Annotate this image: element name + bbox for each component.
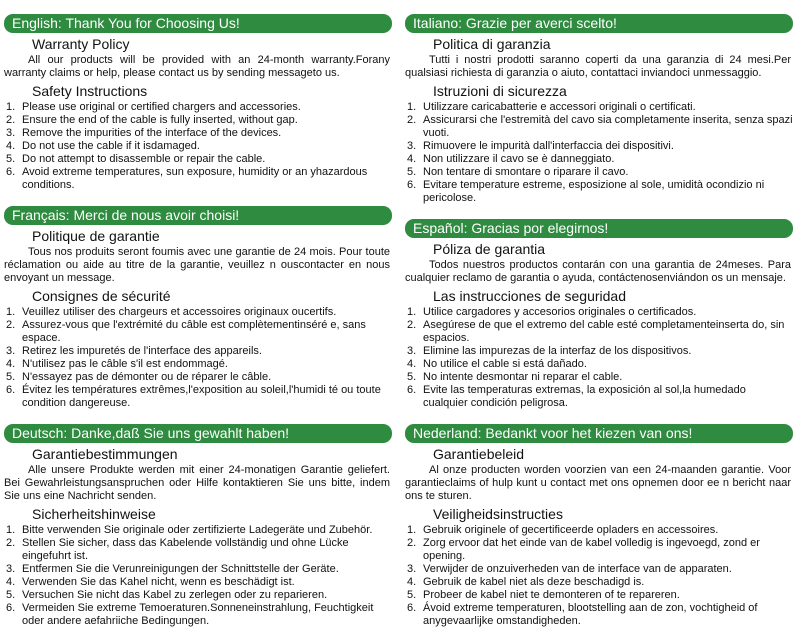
safety-title: Sicherheitshinweise [32, 506, 156, 522]
safety-item [405, 371, 793, 384]
item-text: Stellen Sie sicher, dass das Kabelende vollständig und ohne Lücke eingefuhrt ist. [22, 537, 349, 562]
item-number: 4. [407, 358, 417, 370]
item-text: Veuillez utiliser des chargeurs et accessoires originaux oucertifs. [22, 306, 337, 318]
item-number: 5. [407, 589, 417, 601]
safety-item [4, 371, 392, 384]
item-number: 6. [6, 602, 16, 614]
safety-item [4, 563, 392, 576]
safety-list [4, 101, 392, 192]
safety-item [4, 166, 392, 192]
safety-item [405, 319, 793, 345]
item-number: 1. [6, 524, 16, 536]
safety-item [405, 563, 793, 576]
safety-item [405, 576, 793, 589]
item-number: 3. [6, 563, 16, 575]
language-section [405, 424, 793, 628]
safety-title: Veiligheidsinstructies [433, 506, 563, 522]
safety-item [405, 589, 793, 602]
warranty-title: Politica di garanzia [433, 36, 551, 52]
language-section [4, 14, 392, 192]
item-number: 4. [6, 140, 16, 152]
safety-item [405, 101, 793, 114]
safety-item [4, 524, 392, 537]
item-number: 4. [6, 576, 16, 588]
warranty-title: Politique de garantie [32, 228, 160, 244]
item-number: 6. [407, 384, 417, 396]
safety-item [405, 166, 793, 179]
item-text: N'utilisez pas le câble s'il est endommagé. [22, 358, 228, 370]
item-text: Zorg ervoor dat het einde van de kabel volledig is ingevoegd, zond er opening. [423, 537, 760, 562]
safety-item [4, 114, 392, 127]
item-text: Asegúrese de que el extremo del cable esté completamenteinserta do, sin espacios. [423, 319, 785, 344]
safety-list [405, 524, 793, 628]
item-text: Evitare temperature estreme, esposizione al sole, umidità ocondizio ni pericolose. [423, 179, 765, 204]
item-text: Gebruik originele of gecertificeerde opladers en accessoires. [423, 524, 719, 536]
safety-item [405, 602, 793, 628]
item-number: 3. [407, 345, 417, 357]
safety-item [4, 537, 392, 563]
item-number: 5. [407, 371, 417, 383]
item-number: 4. [6, 358, 16, 370]
item-text: Evite las temperaturas extremas, la exposición al sol,la humedado cualquier condición peligrosa. [423, 384, 746, 409]
item-text: Non tentare di smontare o riparare il cavo. [423, 166, 629, 178]
item-number: 4. [407, 153, 417, 165]
item-number: 3. [407, 563, 417, 575]
safety-item [4, 576, 392, 589]
language-section [4, 206, 392, 410]
item-number: 2. [6, 537, 16, 549]
safety-title: Consignes de sécurité [32, 288, 171, 304]
item-text: N'essayez pas de démonter ou de réparer le câble. [22, 371, 272, 383]
warranty-text: Tous nos produits seront foumis avec une garantie de 24 mois. Pour toute réclamation ou aide au titre de la garantie, veuillez n ouscontacter en nous envoyant un message. [4, 246, 390, 284]
warranty-text: Alle unsere Produkte werden mit einer 24-monatigen Garantie geliefert. Bei Gewahrleistungsanspruchen oder Hilfe kontaktieren Sie uns bitte, indem Sie uns eine Nachricht senden. [4, 464, 390, 502]
item-text: Please use original or certified chargers and accessories. [22, 101, 301, 113]
safety-item [4, 589, 392, 602]
safety-title: Safety Instructions [32, 83, 148, 99]
item-text: Avoid extreme temperatures, sun exposure, humidity or an yhazardous conditions. [22, 166, 368, 191]
section-header: Italiano: Grazie per averci scelto! [405, 14, 793, 33]
item-text: Remove the impurities of the interface of the devices. [22, 127, 282, 139]
item-text: Utilizzare caricabatterie e accessori originali o certificati. [423, 101, 696, 113]
item-text: Retirez les impuretés de l'interface des appareils. [22, 345, 262, 357]
left-column [4, 0, 392, 635]
section-header: Français: Merci de nous avoir choisi! [4, 206, 392, 225]
item-text: Gebruik de kabel niet als deze beschadigd is. [423, 576, 645, 588]
safety-list [405, 306, 793, 410]
language-section [4, 424, 392, 628]
item-number: 5. [6, 371, 16, 383]
section-header: Nederland: Bedankt voor het kiezen van ons! [405, 424, 793, 443]
safety-list [405, 101, 793, 205]
item-text: Entfermen Sie die Verunreinigungen der Schnittstelle der Geräte. [22, 563, 339, 575]
item-text: Verwenden Sie das Kahel nicht, wenn es beschädigt ist. [22, 576, 295, 588]
section-header: English: Thank You for Choosing Us! [4, 14, 392, 33]
item-number: 5. [407, 166, 417, 178]
item-text: No intente desmontar ni reparar el cable. [423, 371, 623, 383]
item-text: Utilice cargadores y accesorios originales o certificados. [423, 306, 697, 318]
item-number: 2. [6, 319, 16, 331]
item-number: 2. [407, 319, 417, 331]
safety-item [405, 306, 793, 319]
safety-item [4, 306, 392, 319]
item-text: Évitez les températures extrêmes,l'exposition au soleil,l'humidi té ou toute condition dangereuse. [22, 384, 381, 409]
safety-title: Las instrucciones de seguridad [433, 288, 627, 304]
item-number: 6. [6, 384, 16, 396]
language-section [405, 14, 793, 205]
warranty-text: Al onze producten worden voorzien van een 24-maanden garantie. Voor garantieclaims of hulp kunt u contact met ons opnemen door ee n bericht naar ons te sturen. [405, 464, 791, 502]
safety-item [4, 140, 392, 153]
item-text: Do not use the cable if it isdamaged. [22, 140, 200, 152]
item-number: 3. [6, 345, 16, 357]
item-text: Vermeiden Sie extreme Temoeraturen.Sonneneinstrahlung, Feuchtigkeit oder andere aefahriiche Bedingungen. [22, 602, 374, 627]
item-number: 2. [6, 114, 16, 126]
item-text: Ávoid extreme temperaturen, blootstelling aan de zon, vochtigheid of anygevaarlijke omstandigheden. [423, 602, 758, 627]
item-number: 5. [6, 589, 16, 601]
item-text: Do not attempt to disassemble or repair the cable. [22, 153, 266, 165]
warranty-title: Warranty Policy [32, 36, 130, 52]
warranty-title: Garantiebeleid [433, 446, 525, 462]
safety-item [405, 179, 793, 205]
safety-item [405, 524, 793, 537]
item-text: No utilice el cable si está dañado. [423, 358, 587, 370]
item-text: Elimine las impurezas de la interfaz de los dispositivos. [423, 345, 692, 357]
safety-item [405, 114, 793, 140]
safety-item [405, 537, 793, 563]
item-number: 3. [407, 140, 417, 152]
item-number: 6. [407, 602, 417, 614]
warranty-text: All our products will be provided with an 24-month warranty.Forany warranty claims or help, please contact us by sending messageto us. [4, 54, 390, 79]
item-number: 2. [407, 114, 417, 126]
item-number: 1. [6, 101, 16, 113]
item-number: 6. [407, 179, 417, 191]
item-text: Non utilizzare il cavo se è danneggiato. [423, 153, 615, 165]
safety-item [4, 602, 392, 628]
warranty-title: Póliza de garantia [433, 241, 546, 257]
item-text: Ensure the end of the cable is fully inserted, without gap. [22, 114, 298, 126]
item-text: Assurez-vous que l'extrémité du câble est complètementinséré e, sans espace. [22, 319, 366, 344]
safety-list [4, 306, 392, 410]
item-text: Rimuovere le impurità dall'interfaccia dei dispositivi. [423, 140, 674, 152]
safety-item [405, 358, 793, 371]
item-number: 1. [407, 306, 417, 318]
item-number: 1. [407, 101, 417, 113]
item-text: Versuchen Sie nicht das Kabel zu zerlegen oder zu reparieren. [22, 589, 328, 601]
item-number: 6. [6, 166, 16, 178]
item-number: 5. [6, 153, 16, 165]
safety-title: Istruzioni di sicurezza [433, 83, 567, 99]
item-number: 2. [407, 537, 417, 549]
warranty-text: Todos nuestros productos contarán con una garantia de 24meses. Para cualquier reclamo de garantia o ayuda, contáctenosenviándon os un mensaje. [405, 259, 791, 284]
safety-item [4, 101, 392, 114]
safety-item [4, 345, 392, 358]
safety-item [4, 319, 392, 345]
right-column [405, 0, 793, 635]
item-text: Verwijder de onzuiverheden van de interface van de apparaten. [423, 563, 732, 575]
safety-item [405, 384, 793, 410]
section-header: Deutsch: Danke,daß Sie uns gewahlt haben! [4, 424, 392, 443]
item-number: 3. [6, 127, 16, 139]
item-number: 4. [407, 576, 417, 588]
safety-item [405, 140, 793, 153]
safety-item [405, 345, 793, 358]
warranty-title: Garantiebestimmungen [32, 446, 178, 462]
item-text: Assicurarsi che l'estremità del cavo sia completamente inserita, senza spazi vuoti. [423, 114, 793, 139]
safety-item [4, 358, 392, 371]
section-header: Español: Gracias por elegirnos! [405, 219, 793, 238]
item-number: 1. [407, 524, 417, 536]
safety-item [4, 127, 392, 140]
item-text: Bitte verwenden Sie originale oder zertifizierte Ladegeräte und Zubehör. [22, 524, 373, 536]
warranty-text: Tutti i nostri prodotti saranno coperti da una garanzia di 24 mesi.Per qualsiasi richiesta di garanzia o aiuto, contattaci inviandoci unmessaggio. [405, 54, 791, 79]
language-section [405, 219, 793, 410]
safety-item [4, 153, 392, 166]
safety-item [405, 153, 793, 166]
safety-list [4, 524, 392, 628]
item-text: Probeer de kabel niet te demonteren of te repareren. [423, 589, 680, 601]
item-number: 1. [6, 306, 16, 318]
safety-item [4, 384, 392, 410]
